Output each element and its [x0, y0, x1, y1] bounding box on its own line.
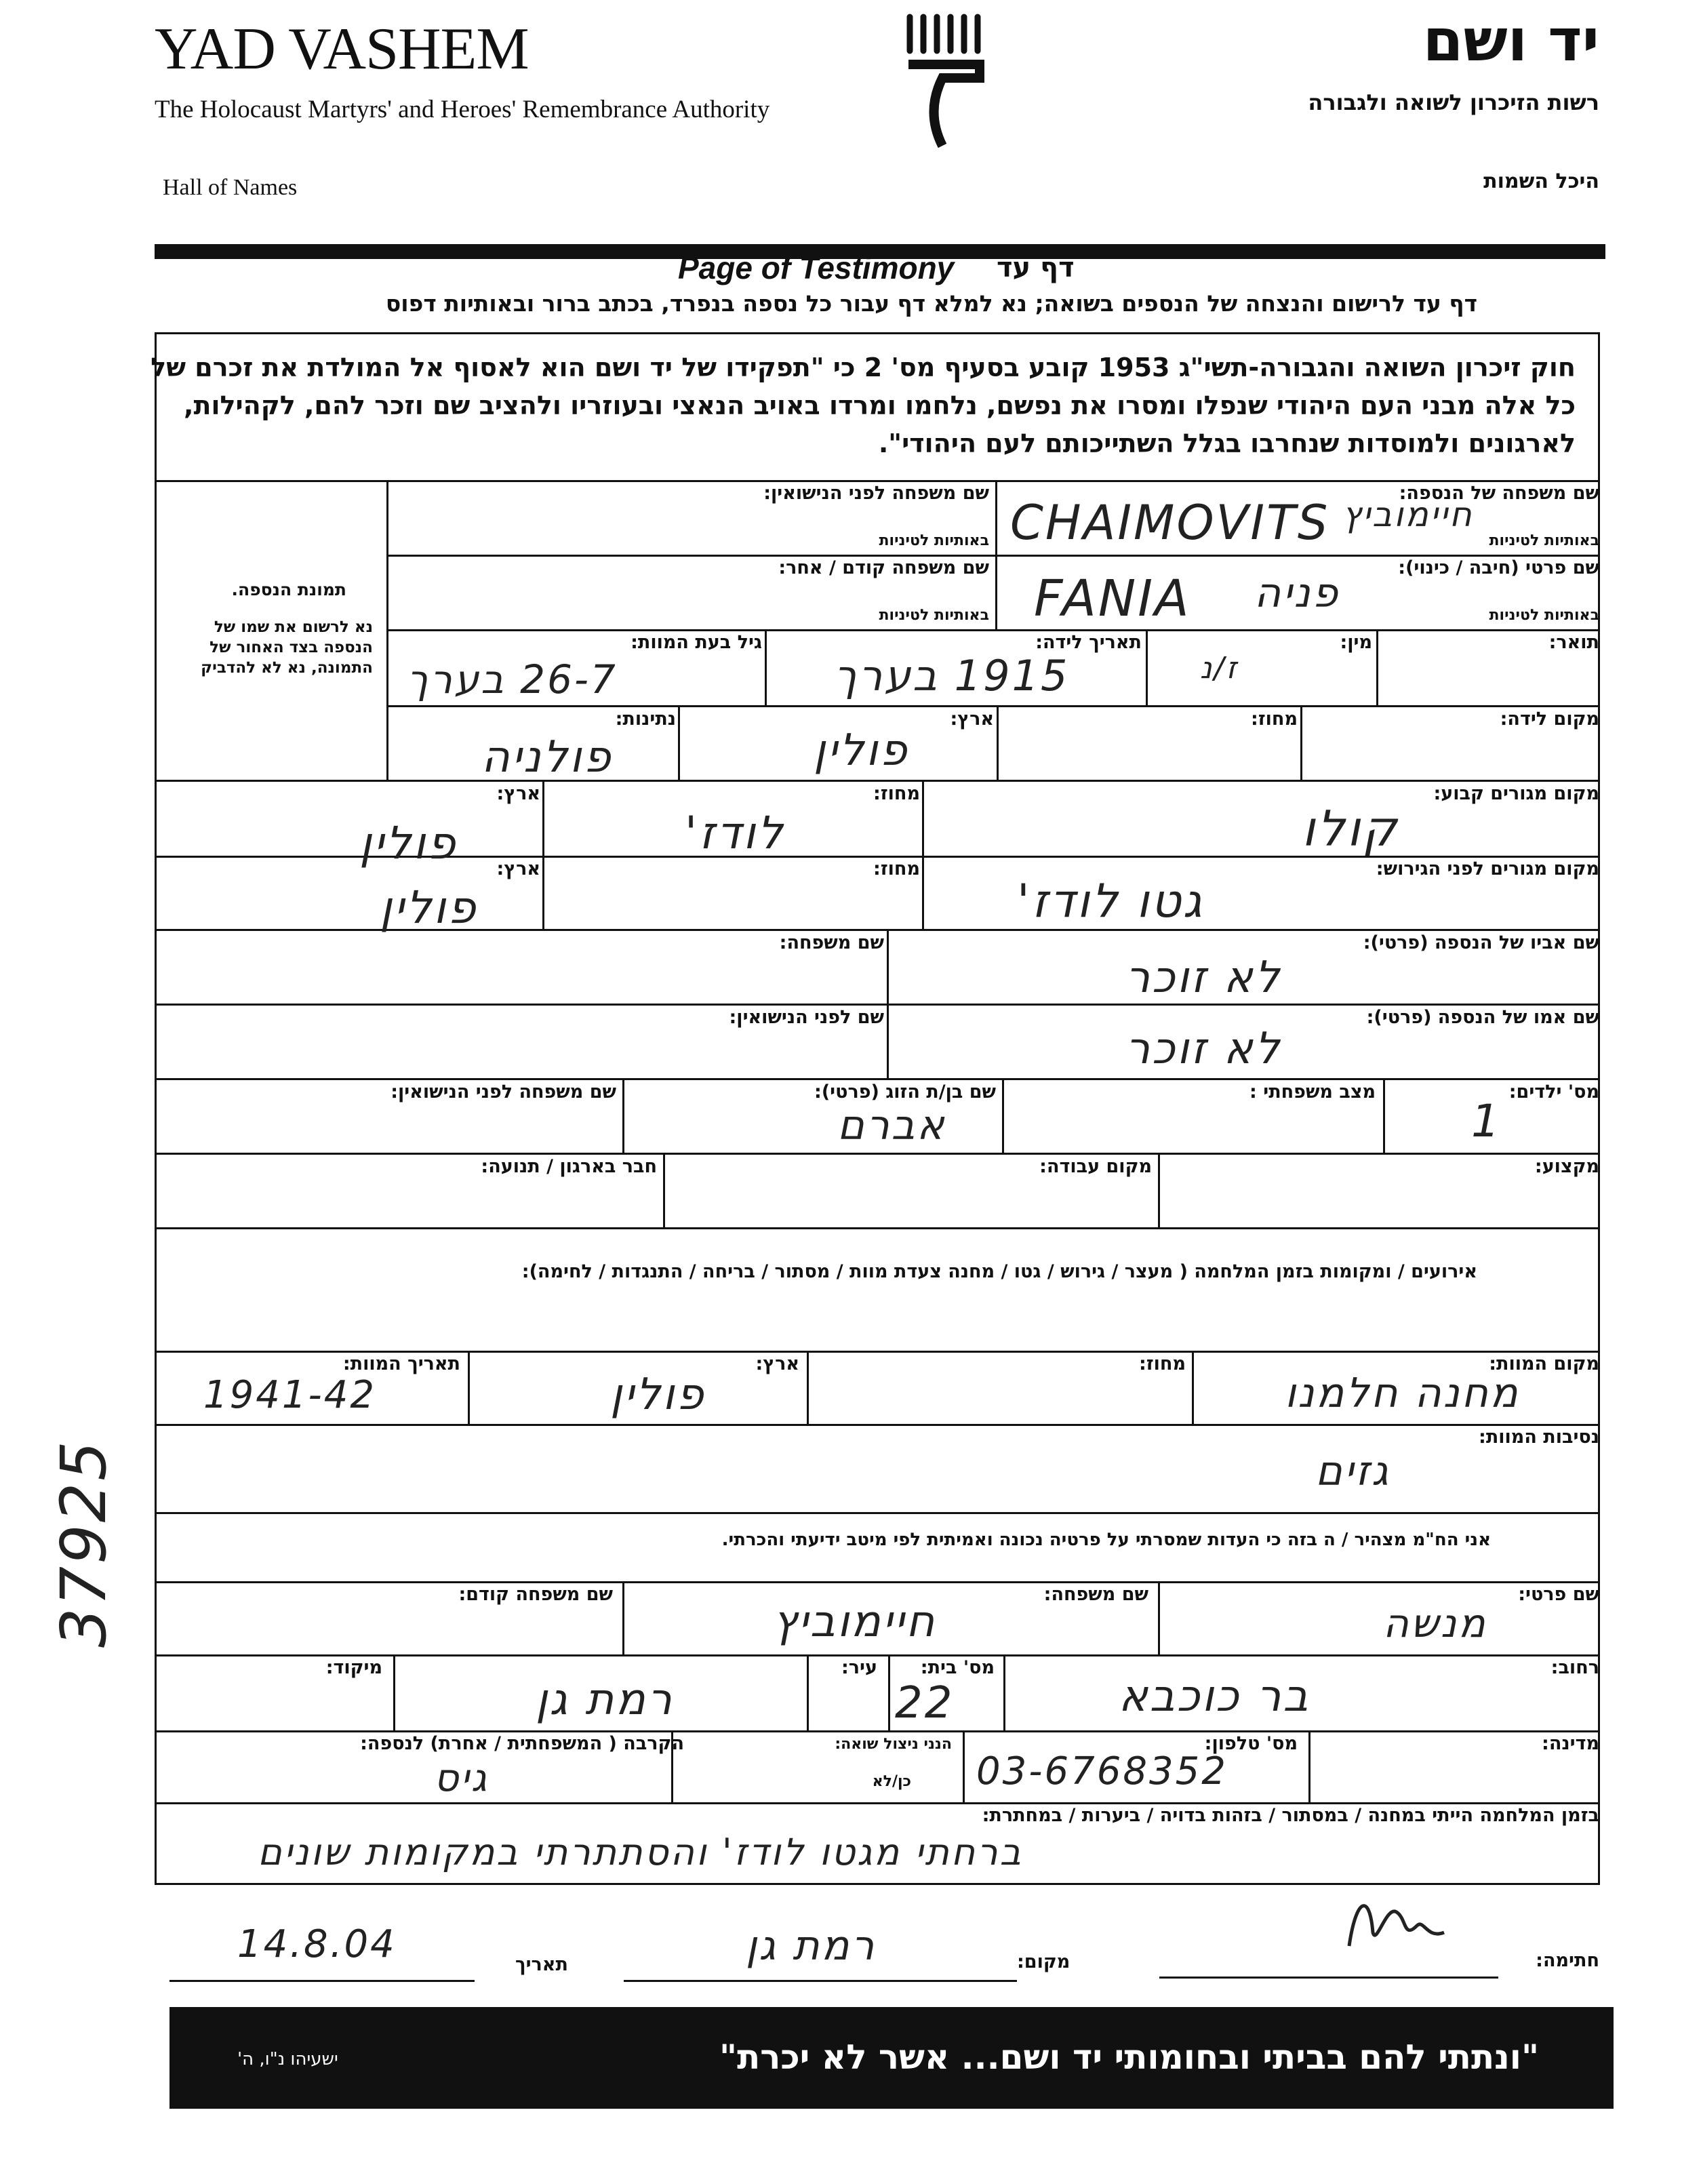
- divider: [622, 1581, 624, 1654]
- divider: [678, 705, 680, 780]
- hw-children: 1: [1471, 1095, 1502, 1147]
- hw-nationality: פולניה: [481, 732, 613, 782]
- label-events: אירועים / ומקומות בזמן המלחמה ( מעצר / גירוש / גטו / מחנה צעדת מוות / מסתור / בריחה / התנגדות / לחימה):: [521, 1261, 1477, 1282]
- divider: [386, 555, 1600, 557]
- divider: [1376, 629, 1378, 705]
- divider: [155, 929, 1600, 931]
- divider: [888, 1654, 890, 1730]
- hw-house: 22: [895, 1678, 955, 1728]
- law-text-line-3: לארגונים ולמוסדות שנחרבו בגלל השתייכותם לעם היהודי".: [878, 429, 1576, 458]
- label-spouse-maiden: שם משפחה לפני הנישואין:: [391, 1081, 616, 1103]
- divider: [1158, 1581, 1160, 1654]
- form-instructions: דף עד לרישום והנצחה של הנספים בשואה; נא למלא דף עבור כל נספה בנפרד, בכתב ברור ובאותיות דפוס: [385, 290, 1477, 317]
- label-mother-maiden: שם לפני הנישואין:: [729, 1007, 884, 1028]
- label-country-4: ארץ:: [755, 1353, 799, 1374]
- divider: [1146, 629, 1148, 705]
- label-death-place: מקום המוות:: [1489, 1353, 1599, 1374]
- divider: [155, 1581, 1600, 1583]
- divider: [393, 1654, 395, 1730]
- survivor-options: כן/לא: [872, 1773, 911, 1790]
- declaration-text: אני הח"מ מצהיר / ה בזה כי העדות שמסרתי על פרטיה נכונה ואמיתית לפי מיטב ידיעתי והכרתי.: [721, 1530, 1491, 1550]
- hw-death-date: 1941-42: [203, 1373, 376, 1417]
- label-district-4: מחוז:: [1139, 1353, 1186, 1374]
- place-line: [624, 1980, 1017, 1982]
- divider: [963, 1730, 965, 1802]
- label-death-date: תאריך המוות:: [342, 1353, 460, 1374]
- label-country-2: ארץ:: [496, 783, 540, 804]
- label-birthplace: מקום לידה:: [1500, 709, 1599, 730]
- hw-gender: ז/נ: [1200, 651, 1239, 686]
- law-text-line-1: חוק זיכרון השואה והגבורה-תשי"ג 1953 קובע בסעיף מס' 2 כי "תפקידו של יד ושם הוא לאסוף אל המולדת את זכרם של: [151, 353, 1576, 382]
- hall-of-names-he: היכל השמות: [1483, 170, 1599, 193]
- divider: [155, 1802, 1600, 1804]
- hw-father: לא זוכר: [1125, 953, 1282, 1003]
- hw-archive-number: 37925: [47, 1439, 120, 1648]
- label-latin-3: באותיות לטיניות: [1489, 607, 1599, 624]
- divider: [386, 705, 1600, 707]
- label-first-name: שם פרטי (חיבה / כינוי):: [1398, 557, 1599, 578]
- divider: [1308, 1730, 1310, 1802]
- divider: [386, 629, 1600, 631]
- org-subtitle-he: רשות הזיכרון לשואה ולגבורה: [1308, 90, 1599, 115]
- label-death-circ: נסיבות המוות:: [1479, 1427, 1599, 1448]
- divider: [155, 1512, 1600, 1514]
- law-text-line-2: כל אלה מבני העם היהודי שנפלו ומסרו את נפשם, נלחמו ומרדו באויב הנאצי ובעוזריו ולהציב שם וזכר להם, לקהילות,: [184, 391, 1576, 420]
- divider: [155, 1004, 1600, 1006]
- date-line: [169, 1980, 475, 1982]
- hw-mother: לא זוכר: [1125, 1024, 1282, 1074]
- label-father: שם אביו של הנספה (פרטי):: [1363, 932, 1599, 953]
- label-signature: חתימה:: [1536, 1950, 1599, 1971]
- hw-birth-country: פולין: [814, 726, 909, 776]
- label-submitter-prev: שם משפחה קודם:: [458, 1584, 613, 1605]
- label-city: עיר:: [841, 1657, 877, 1678]
- hw-street: בר כוכבא: [1119, 1671, 1310, 1722]
- photo-note: נא לרשום את שמו של הנספה בצד האחור של התמונה, נא לא להדביק: [201, 618, 373, 677]
- label-profession: מקצוע:: [1534, 1156, 1599, 1177]
- hall-of-names-en: Hall of Names: [163, 175, 298, 200]
- hw-death-circ: גזים: [1315, 1448, 1390, 1495]
- label-submitter-surname: שם משפחה:: [1043, 1584, 1148, 1605]
- label-survivor: הנני ניצול שואה:: [835, 1736, 952, 1753]
- divider: [155, 1153, 1600, 1155]
- divider: [155, 1351, 1600, 1353]
- label-spouse: שם בן/ת הזוג (פרטי):: [814, 1081, 996, 1103]
- hw-surname-he: חיימוביץ: [1342, 495, 1474, 534]
- label-date: תאריך: [515, 1954, 568, 1975]
- divider: [995, 480, 997, 629]
- divider: [663, 1153, 665, 1227]
- hw-spouse: אברם: [837, 1102, 946, 1149]
- form-title-en: Page of Testimony: [678, 250, 955, 285]
- hw-city: רמת גן: [536, 1675, 674, 1725]
- label-street: רחוב:: [1550, 1657, 1599, 1678]
- submitter-signature: [1342, 1885, 1451, 1960]
- divider: [155, 780, 1600, 782]
- divider: [155, 480, 1600, 482]
- divider: [1192, 1351, 1194, 1424]
- label-member: חבר בארגון / תנועה:: [481, 1156, 657, 1177]
- hw-war-text: ברחתי מגטו לודז' והסתתרתי במקומות שונים: [258, 1831, 1023, 1873]
- label-war-question: בזמן המלחמה הייתי במחנה / במסתור / בזהות בדויה / ביערות / במחתרת:: [982, 1805, 1599, 1826]
- divider: [765, 629, 767, 705]
- label-relation: הקרבה ( המשפחתית / אחרת) לנספה:: [360, 1733, 684, 1754]
- hw-submitter-surname: חיימוביץ: [773, 1597, 937, 1647]
- label-district-3: מחוז:: [873, 858, 920, 879]
- hw-surname-latin: CHAIMOVITS: [1010, 495, 1330, 551]
- divider: [1158, 1153, 1160, 1227]
- label-dob: תאריך לידה:: [1035, 632, 1142, 653]
- label-place: מקום:: [1017, 1951, 1070, 1972]
- divider: [622, 1078, 624, 1153]
- hw-phone: 03-6768352: [976, 1749, 1228, 1793]
- divider: [1002, 1078, 1004, 1153]
- label-marital: מצב משפחתי :: [1249, 1081, 1376, 1103]
- label-mother: שם אמו של הנספה (פרטי):: [1366, 1007, 1599, 1028]
- label-district-2: מחוז:: [873, 783, 920, 804]
- label-age-death: גיל בעת המוות:: [631, 632, 762, 653]
- label-residence-war: מקום מגורים לפני הגירוש:: [1376, 858, 1599, 879]
- divider: [922, 780, 924, 929]
- org-name-en: YAD VASHEM: [155, 16, 529, 82]
- label-gender: מין:: [1340, 632, 1372, 653]
- divider: [155, 1654, 1600, 1656]
- label-zip: מיקוד:: [325, 1657, 382, 1678]
- divider: [887, 929, 889, 1078]
- label-submitter-first: שם פרטי:: [1518, 1584, 1599, 1605]
- hw-residence-district: לודז': [685, 807, 785, 859]
- divider: [1383, 1078, 1385, 1153]
- hw-death-country: פולין: [610, 1370, 706, 1420]
- divider: [1300, 705, 1302, 780]
- label-title: תואר:: [1548, 632, 1599, 653]
- label-latin-4: באותיות לטיניות: [879, 607, 989, 624]
- yad-vashem-menorah-logo: [902, 10, 990, 153]
- label-phone: מס' טלפון:: [1204, 1733, 1298, 1754]
- divider: [468, 1351, 470, 1424]
- divider: [1003, 1654, 1005, 1730]
- org-subtitle-en: The Holocaust Martyrs' and Heroes' Remembrance Authority: [155, 96, 770, 123]
- hw-relation: גיס: [434, 1756, 489, 1800]
- label-prev-surname: שם משפחה קודם / אחר:: [778, 557, 989, 578]
- divider: [155, 1424, 1600, 1426]
- divider: [155, 1730, 1600, 1732]
- hw-death-place: מחנה חלמנו: [1285, 1370, 1520, 1417]
- hw-dob: 1915 בערך: [834, 651, 1070, 700]
- divider: [807, 1351, 809, 1424]
- label-district-1: מחוז:: [1251, 709, 1298, 730]
- hw-residence-place: קולו: [1302, 800, 1399, 857]
- hw-war-place: גטו לודז': [1017, 875, 1204, 928]
- label-country-3: ארץ:: [496, 858, 540, 879]
- hw-date: 14.8.04: [237, 1922, 397, 1966]
- hw-first-he: פניה: [1254, 570, 1340, 617]
- hw-submitter-first: מנשה: [1383, 1600, 1487, 1646]
- divider: [807, 1654, 809, 1730]
- label-workplace: מקום עבודה:: [1039, 1156, 1152, 1177]
- label-country-1: ארץ:: [950, 709, 994, 730]
- org-name-he: יד ושם: [1422, 7, 1599, 75]
- label-latin-1: באותיות לטיניות: [1489, 532, 1599, 549]
- hw-place: רמת גן: [746, 1922, 877, 1970]
- photo-title: תמונת הנספה.: [231, 580, 346, 599]
- hw-war-country: פולין: [380, 881, 478, 934]
- footer-banner: [169, 2007, 1614, 2109]
- footer-verse: "ונתתי להם בביתי ובחומותי יד ושם... אשר לא יכרת": [719, 2038, 1539, 2077]
- divider: [155, 1227, 1600, 1229]
- divider: [542, 780, 544, 929]
- hw-residence-country: פולין: [359, 817, 458, 869]
- photo-box-border: [386, 480, 388, 780]
- label-father-surname: שם משפחה:: [779, 932, 884, 953]
- divider: [997, 705, 999, 780]
- label-house: מס' בית:: [920, 1657, 995, 1678]
- label-country-5: מדינה:: [1542, 1733, 1599, 1754]
- signature-line: [1159, 1977, 1498, 1979]
- hw-age: 26-7 בערך: [407, 656, 618, 702]
- label-nationality: נתינות:: [615, 709, 676, 730]
- label-residence: מקום מגורים קבוע:: [1433, 783, 1599, 804]
- label-children: מס' ילדים:: [1508, 1081, 1599, 1103]
- hw-first-latin: FANIA: [1034, 570, 1191, 628]
- label-surname: שם משפחה של הנספה:: [1399, 483, 1599, 504]
- label-latin-2: באותיות לטיניות: [879, 532, 989, 549]
- label-maiden: שם משפחה לפני הנישואין:: [763, 483, 989, 504]
- footer-source: ישעיהו נ"ו, ה': [237, 2049, 338, 2069]
- form-title-he: דף עד: [997, 252, 1075, 283]
